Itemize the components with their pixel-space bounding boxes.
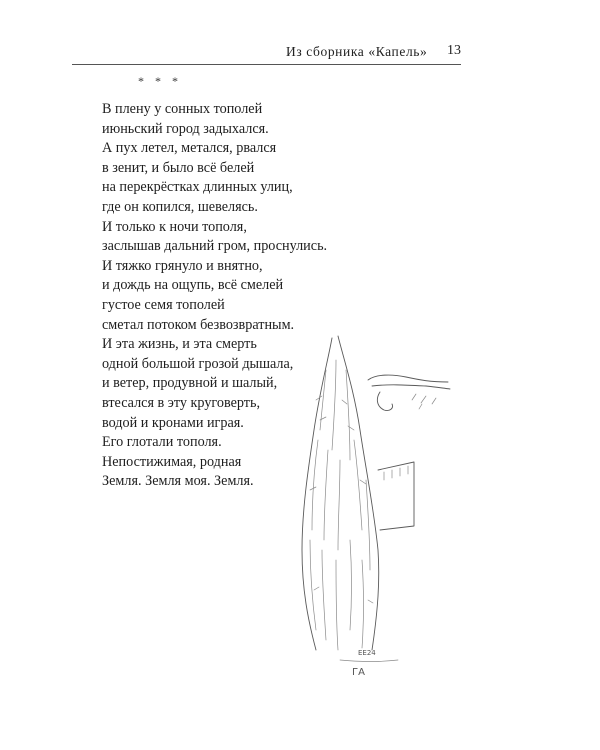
ground-line	[340, 660, 398, 662]
poem-line: Непостижимая, родная	[102, 453, 242, 470]
poem-line: июньский город задыхался.	[102, 120, 269, 137]
poem-line: сметал потоком безвозвратным.	[102, 316, 295, 333]
building-sketch	[378, 462, 414, 530]
poem-line: Его глотали тополя.	[102, 434, 222, 451]
poem-line: где он копился, шевелясь.	[102, 198, 258, 215]
poem-separator: * * *	[138, 74, 182, 88]
poem-line: Земля. Земля моя. Земля.	[102, 473, 254, 490]
poem-line: И тяжко грянуло и внятно,	[102, 257, 263, 274]
poem-line: водой и кронами играя.	[102, 414, 244, 431]
poem-line: и ветер, продувной и шалый,	[102, 375, 278, 392]
poem-line: на перекрёстках длинных улиц,	[102, 179, 293, 196]
poplar-sketch-illustration	[280, 330, 480, 690]
poem-line: одной большой грозой дышала,	[102, 355, 294, 372]
poem-line: и дождь на ощупь, всё смелей	[102, 277, 284, 294]
sketch-date-mark: ЕЕ24	[358, 649, 376, 657]
poem-line: в зенит, и было всё белей	[102, 159, 255, 176]
poem-line: И эта жизнь, и эта смерть	[102, 336, 257, 353]
poem-line: В плену у сонных тополей	[102, 101, 263, 117]
sketch-initials: ГА	[352, 667, 365, 678]
poem-line: густое семя тополей	[102, 296, 225, 313]
poem-line: И только к ночи тополя,	[102, 218, 247, 235]
cloud-sketch	[368, 375, 450, 411]
poplar-tree-sketch	[302, 336, 379, 650]
poem-line: заслышав дальний гром, проснулись.	[102, 238, 328, 255]
sketch-signature	[352, 649, 376, 678]
header-rule	[72, 64, 461, 65]
page-number: 13	[447, 43, 461, 58]
poem-line: втесался в эту круговерть,	[102, 394, 261, 411]
poem-line: А пух летел, метался, рвался	[102, 140, 277, 157]
running-head: Из сборника «Капель»	[286, 44, 428, 59]
